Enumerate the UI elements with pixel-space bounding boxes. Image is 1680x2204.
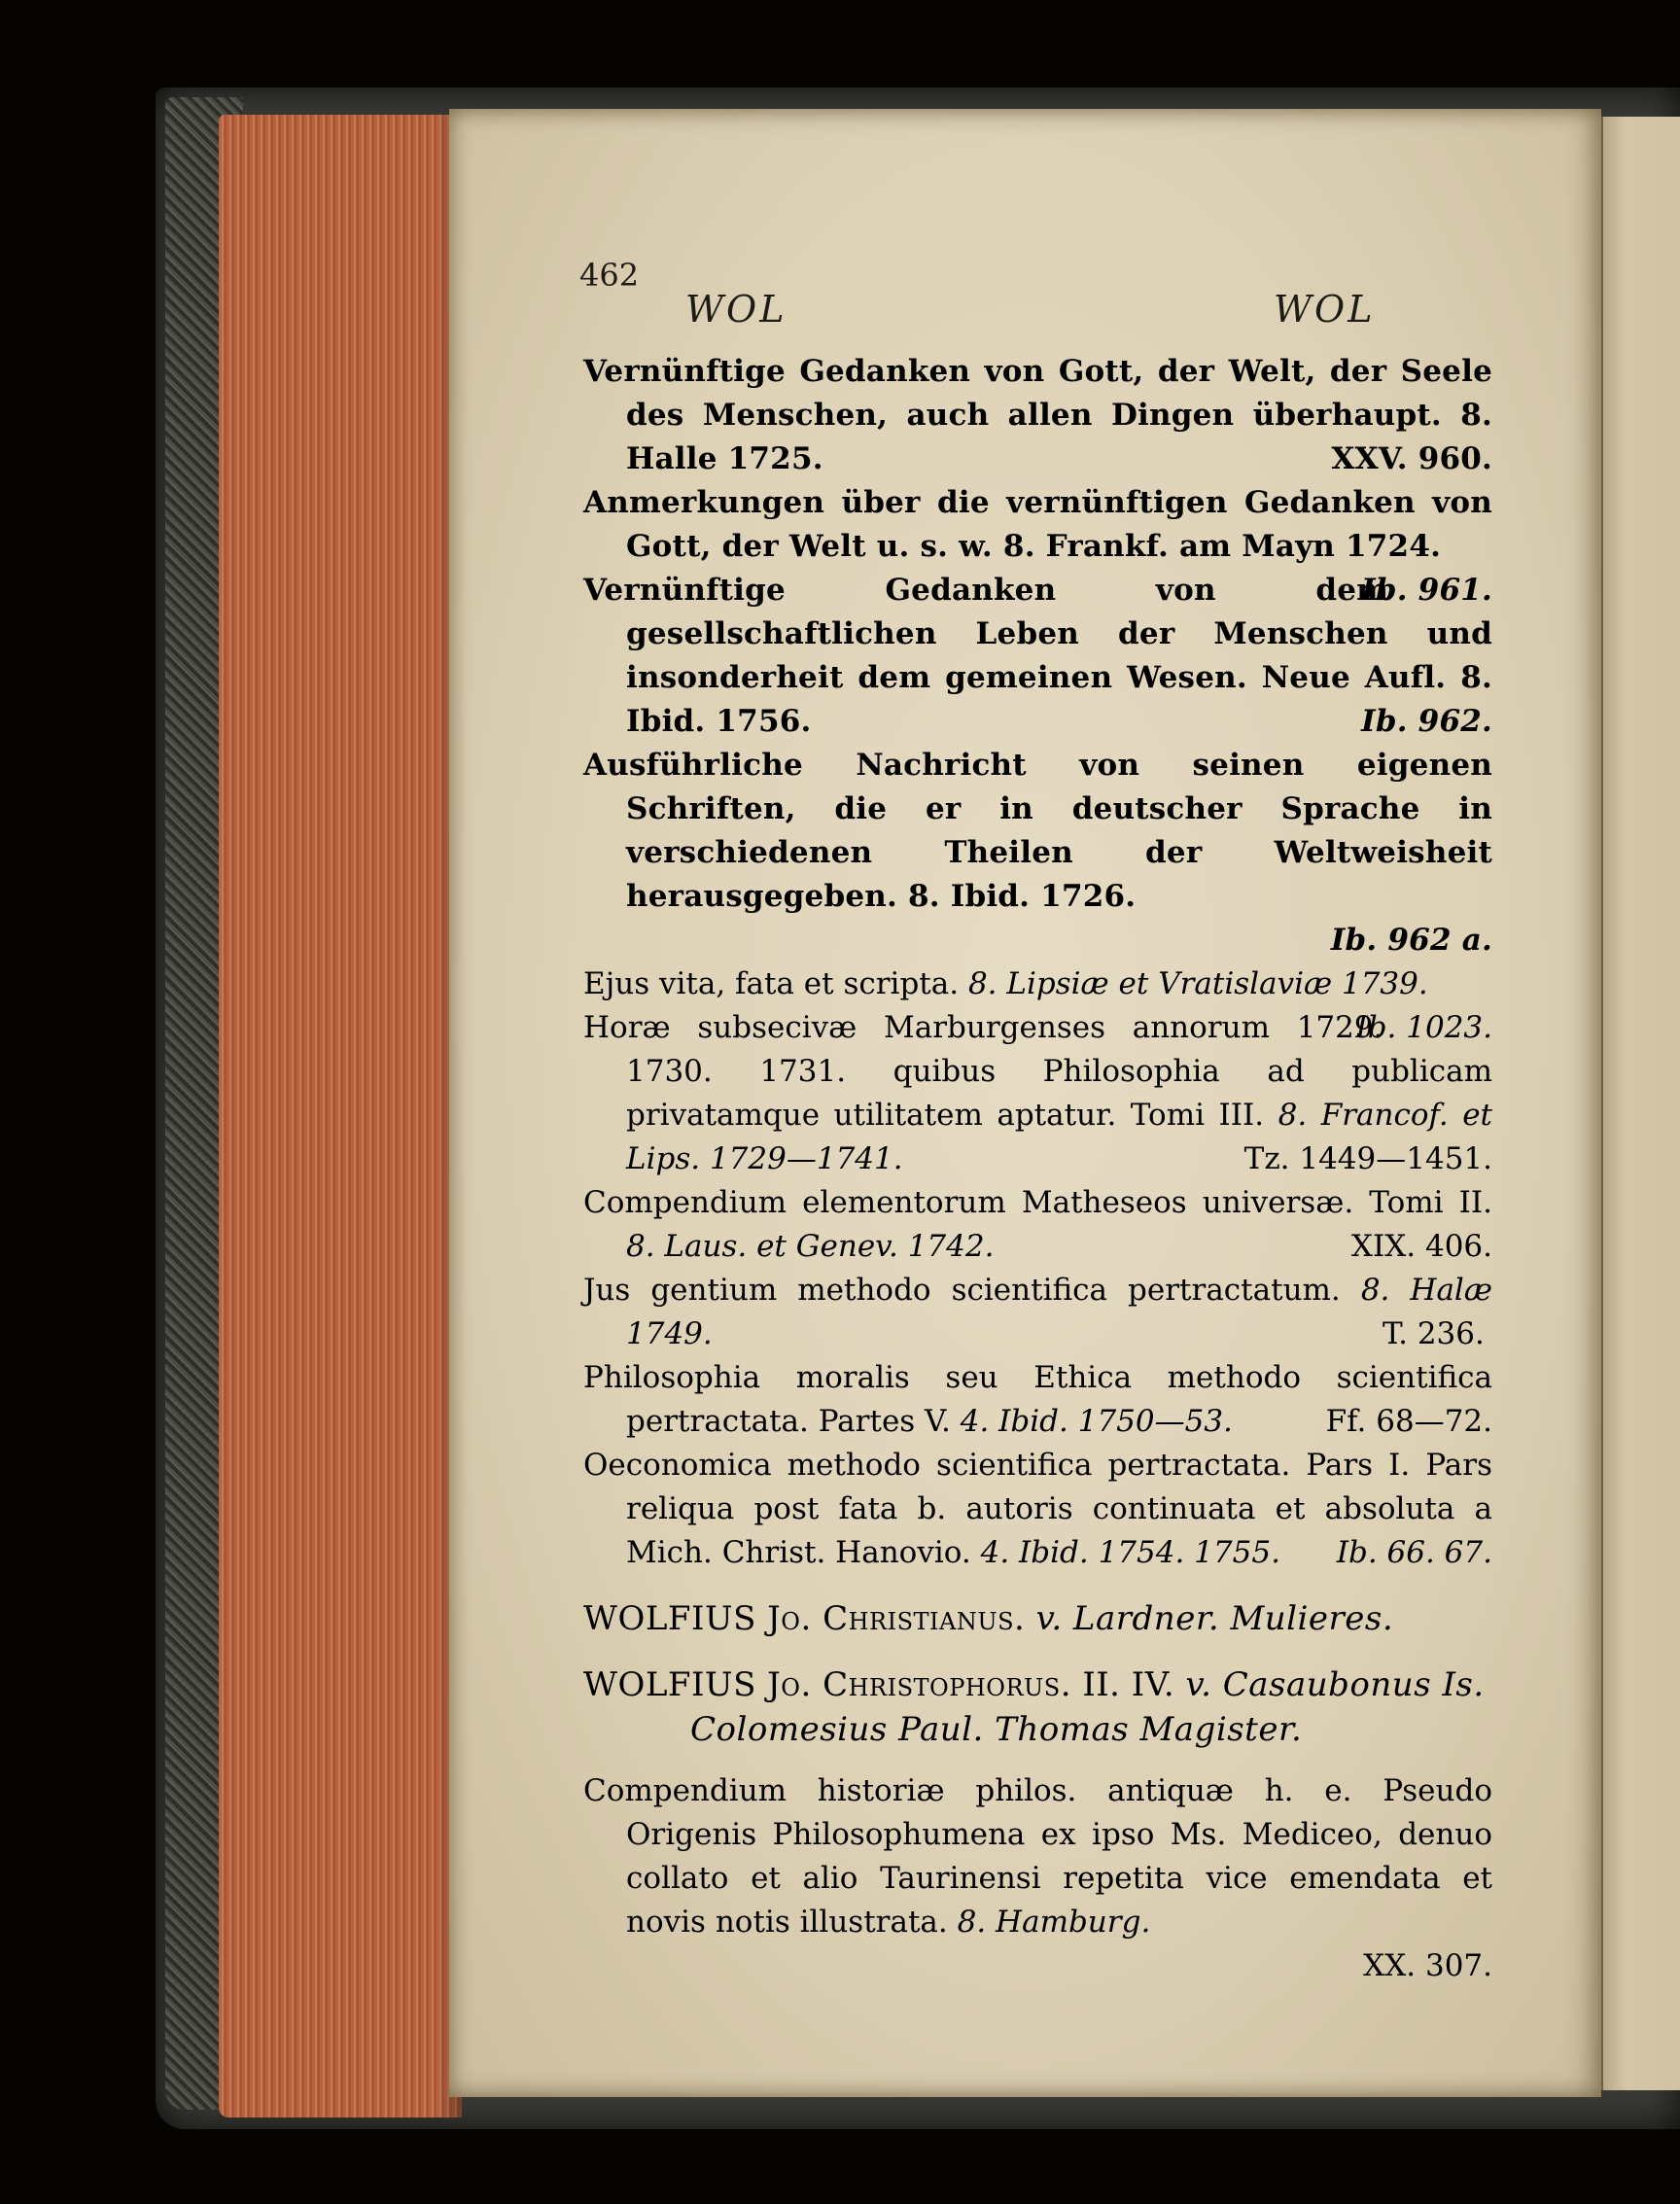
entry-imprint: 8. Ibid. 1726.: [908, 879, 1137, 914]
entry-title: Ejus vita, fata et scripta.: [583, 966, 960, 1001]
entry-title: Oeconomica methodo scientifica pertractata. Pars I. Pars reliqua post fata b. autoris continuata et absoluta a Mich. Christ. Hanovio.: [583, 1448, 1492, 1570]
entry-reference: XXV. 960.: [1331, 441, 1492, 476]
author-heading: [583, 1596, 1492, 1641]
entry-imprint: 8. Frankf. am Mayn 1724.: [1002, 529, 1442, 564]
list-item: [583, 962, 1492, 1045]
list-item: [583, 350, 1492, 481]
list-item: [583, 1269, 1492, 1356]
entry-reference: Ib. 961.: [1361, 573, 1492, 608]
author-heading: [583, 1662, 1492, 1752]
list-item: [583, 569, 1492, 744]
entry-title: Ausführliche Nachricht von seinen eigenen Schriften, die er in deutscher Sprache in verschiedenen Theilen der Weltweisheit herausgegeben.: [583, 748, 1492, 914]
entry-imprint: 4. Ibid. 1754. 1755.: [980, 1535, 1280, 1570]
entry-reference: Ff. 68—72.: [1325, 1404, 1492, 1439]
entry-reference: Ib. 962.: [1361, 704, 1492, 739]
entry-title: Jus gentium methodo scientifica pertractatum.: [583, 1273, 1341, 1308]
entry-imprint: 8. Halle 1725.: [626, 398, 1492, 476]
entry-reference: Ib. 962 a.: [1330, 923, 1492, 958]
entry-title: Vernünftige Gedanken von dem gesellschaftlichen Leben der Menschen und insonderheit dem gemeinen Wesen. Neue Aufl.: [583, 573, 1492, 695]
entry-title: Compendium elementorum Matheseos universæ. Tomi II.: [583, 1185, 1492, 1220]
running-head-right: WOL: [1274, 288, 1376, 331]
spacer: [583, 1752, 1492, 1769]
entry-title: Anmerkungen über die vernünftigen Gedanken von Gott, der Welt u. s. w.: [583, 485, 1492, 564]
entry-imprint: 8. Halæ 1749.: [626, 1273, 1492, 1351]
author-name: WOLFIUS Jo. Christianus.: [583, 1599, 1026, 1638]
list-item: [583, 1006, 1492, 1181]
entry-reference: XX. 307.: [1363, 1948, 1492, 1983]
entry-title: Vernünftige Gedanken von Gott, der Welt, der Seele des Menschen, auch allen Dingen überhaupt.: [583, 354, 1492, 433]
list-item: [583, 1181, 1492, 1269]
running-head-left: WOL: [685, 288, 788, 331]
entry-imprint: 4. Ibid. 1750—53.: [960, 1404, 1233, 1439]
entry-imprint: 8. Lipsiæ et Vratislaviæ 1739.: [967, 966, 1428, 1001]
cross-reference: v. Lardner. Mulieres.: [1035, 1599, 1394, 1638]
entry-reference: Tz. 1449—1451.: [1243, 1141, 1492, 1176]
entry-title: Philosophia moralis seu Ethica methodo scientifica pertractata. Partes V.: [583, 1360, 1492, 1439]
entry-reference: Ib. 66. 67.: [1336, 1535, 1492, 1570]
cross-reference: v. Casaubonus Is. Colomesius Paul. Thomas Magister.: [690, 1665, 1485, 1749]
list-item: [583, 744, 1492, 962]
entry-title: Compendium historiæ philos. antiquæ h. e. Pseudo Origenis Philosophumena ex ipso Ms. Mediceo, denuo collato et alio Taurinensi repetita vice emendata et novis notis illustrata.: [583, 1773, 1492, 1940]
page-edges: [219, 115, 462, 2117]
entry-reference: XIX. 406.: [1350, 1229, 1492, 1264]
facing-page: [1601, 117, 1680, 2090]
entry-reference: Ib. 1023.: [1355, 1010, 1492, 1045]
entry-imprint: 8. Hamburg.: [957, 1905, 1151, 1940]
entry-imprint: 8. Ibid. 1756.: [626, 660, 1492, 739]
entry-title: Horæ subsecivæ Marburgenses annorum 1729. 1730. 1731. quibus Philosophia ad publicam privatamque utilitatem aptatur. Tomi III.: [583, 1010, 1492, 1133]
list-item: [583, 1444, 1492, 1575]
bibliography-list: [583, 350, 1492, 1988]
list-item: [583, 1356, 1492, 1444]
entry-reference: T. 236.: [1382, 1316, 1485, 1351]
author-name: WOLFIUS Jo. Christophorus. II. IV.: [583, 1665, 1175, 1704]
entry-imprint: 8. Laus. et Genev. 1742.: [626, 1229, 995, 1264]
list-item: [583, 481, 1492, 608]
entry-imprint: 8. Francof. et Lips. 1729—1741.: [626, 1098, 1493, 1176]
list-item: [583, 1769, 1492, 1988]
page-number: 462: [579, 257, 640, 294]
